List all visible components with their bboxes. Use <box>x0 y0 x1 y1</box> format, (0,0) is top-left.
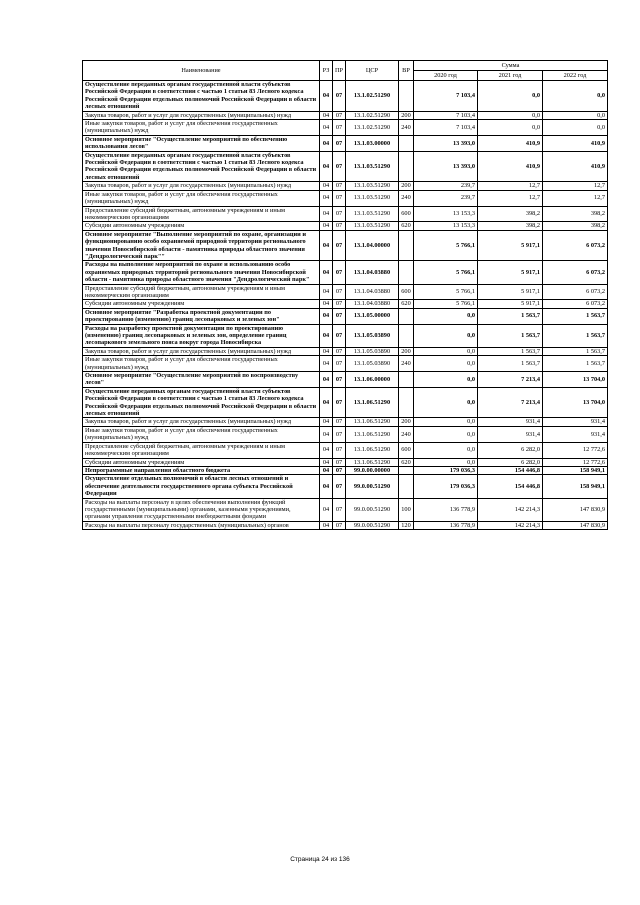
table-row <box>83 466 608 474</box>
table-row <box>83 284 608 300</box>
table-row <box>83 458 608 466</box>
cell-pr: 07 <box>333 521 346 529</box>
col-header-csr: ЦСР <box>346 61 399 81</box>
page-number: Страница 24 из 136 <box>290 856 350 863</box>
cell-2022: 1 563,7 <box>543 347 608 355</box>
cell-2020: 0,0 <box>414 442 478 458</box>
cell-rz: 04 <box>320 418 333 426</box>
cell-csr: 13.1.02.51290 <box>346 81 399 112</box>
cell-2020: 179 036,3 <box>414 475 478 498</box>
cell-rz: 04 <box>320 206 333 222</box>
cell-pr: 07 <box>333 466 346 474</box>
table-row <box>83 498 608 521</box>
cell-name: Закупка товаров, работ и услуг для государственных (муниципальных) нужд <box>83 418 320 426</box>
cell-2022: 931,4 <box>543 418 608 426</box>
cell-2020: 136 778,9 <box>414 521 478 529</box>
cell-csr: 13.1.06.51290 <box>346 442 399 458</box>
cell-rz: 04 <box>320 356 333 372</box>
cell-vr <box>399 135 414 151</box>
cell-2020: 5 766,1 <box>414 261 478 284</box>
cell-2021: 1 563,7 <box>478 308 543 324</box>
cell-pr: 07 <box>333 418 346 426</box>
cell-rz: 04 <box>320 182 333 190</box>
cell-2021: 154 446,8 <box>478 466 543 474</box>
cell-name: Осуществление переданных органам государственной власти субъектов Российской Федерации в соответствии с частью 1 статьи 83 Лесного кодекса Российской Федерации отдельных полномочий Российской Федерации в области лесных отношений <box>83 151 320 182</box>
cell-2020: 0,0 <box>414 426 478 442</box>
cell-pr: 07 <box>333 230 346 261</box>
cell-2020: 13 393,0 <box>414 135 478 151</box>
col-header-2021: 2021 год <box>478 71 543 81</box>
cell-rz: 04 <box>320 426 333 442</box>
cell-rz: 04 <box>320 347 333 355</box>
cell-2022: 1 563,7 <box>543 308 608 324</box>
cell-rz: 04 <box>320 81 333 112</box>
cell-name: Иные закупки товаров, работ и услуг для обеспечения государственных (муниципальных) нужд <box>83 356 320 372</box>
cell-2021: 6 282,0 <box>478 442 543 458</box>
cell-pr: 07 <box>333 498 346 521</box>
cell-2020: 5 766,1 <box>414 230 478 261</box>
cell-2021: 5 917,1 <box>478 261 543 284</box>
cell-vr: 240 <box>399 120 414 136</box>
cell-vr: 620 <box>399 458 414 466</box>
cell-pr: 07 <box>333 222 346 230</box>
cell-2021: 1 563,7 <box>478 324 543 347</box>
cell-rz: 04 <box>320 466 333 474</box>
cell-rz: 04 <box>320 521 333 529</box>
cell-2022: 398,2 <box>543 206 608 222</box>
cell-pr: 07 <box>333 190 346 206</box>
cell-vr <box>399 324 414 347</box>
cell-csr: 99.0.00.51290 <box>346 475 399 498</box>
cell-rz: 04 <box>320 372 333 388</box>
cell-pr: 07 <box>333 372 346 388</box>
cell-name: Расходы на выполнение мероприятий по охране и использованию особо охраняемых природных территорий регионального значения Новосибирской области - памятника природы областного значения "Дендрологический парк" <box>83 261 320 284</box>
cell-vr: 200 <box>399 111 414 119</box>
table-row <box>83 81 608 112</box>
cell-2021: 0,0 <box>478 120 543 136</box>
table-row <box>83 151 608 182</box>
col-header-vr: ВР <box>399 61 414 81</box>
cell-pr: 07 <box>333 111 346 119</box>
table-row <box>83 347 608 355</box>
cell-pr: 07 <box>333 120 346 136</box>
cell-vr <box>399 372 414 388</box>
cell-vr <box>399 466 414 474</box>
cell-2021: 7 213,4 <box>478 387 543 418</box>
cell-rz: 04 <box>320 442 333 458</box>
cell-2021: 5 917,1 <box>478 300 543 308</box>
cell-name: Субсидии автономным учреждениям <box>83 222 320 230</box>
cell-2022: 12 772,6 <box>543 442 608 458</box>
cell-2020: 7 103,4 <box>414 111 478 119</box>
cell-csr: 13.1.03.51290 <box>346 206 399 222</box>
cell-name: Закупка товаров, работ и услуг для государственных (муниципальных) нужд <box>83 182 320 190</box>
cell-2021: 7 213,4 <box>478 372 543 388</box>
table-row <box>83 182 608 190</box>
table-row <box>83 356 608 372</box>
cell-2022: 0,0 <box>543 120 608 136</box>
cell-2022: 410,9 <box>543 151 608 182</box>
cell-2022: 147 830,9 <box>543 521 608 529</box>
cell-vr: 240 <box>399 190 414 206</box>
col-header-sum: Сумма <box>414 61 608 71</box>
cell-pr: 07 <box>333 356 346 372</box>
cell-vr: 200 <box>399 182 414 190</box>
cell-2020: 239,7 <box>414 182 478 190</box>
cell-2020: 179 036,3 <box>414 466 478 474</box>
cell-rz: 04 <box>320 458 333 466</box>
cell-name: Осуществление переданных органам государственной власти субъектов Российской Федерации в соответствии с частью 1 статьи 83 Лесного кодекса Российской Федерации отдельных полномочий Российской Федерации в области лесных отношений <box>83 387 320 418</box>
cell-name: Предоставление субсидий бюджетным, автономным учреждениям и иным некоммерческим организациям <box>83 442 320 458</box>
cell-rz: 04 <box>320 120 333 136</box>
cell-2020: 7 103,4 <box>414 81 478 112</box>
table-row <box>83 300 608 308</box>
table-row <box>83 475 608 498</box>
table-row <box>83 324 608 347</box>
cell-name: Иные закупки товаров, работ и услуг для обеспечения государственных (муниципальных) нужд <box>83 190 320 206</box>
cell-csr: 13.1.04.03880 <box>346 284 399 300</box>
cell-name: Расходы на выплаты персоналу в целях обеспечения выполнения функций государственными (муниципальными) органами, казенными учреждениями, органами управления государственными внебюджетными фондами <box>83 498 320 521</box>
cell-2020: 0,0 <box>414 308 478 324</box>
cell-csr: 13.1.03.51290 <box>346 151 399 182</box>
budget-table <box>82 60 608 530</box>
cell-2020: 5 766,1 <box>414 284 478 300</box>
cell-name: Закупка товаров, работ и услуг для государственных (муниципальных) нужд <box>83 347 320 355</box>
cell-vr <box>399 81 414 112</box>
cell-2021: 410,9 <box>478 151 543 182</box>
cell-2022: 158 949,1 <box>543 466 608 474</box>
cell-2020: 13 393,0 <box>414 151 478 182</box>
cell-2020: 0,0 <box>414 418 478 426</box>
cell-name: Расходы на выплаты персоналу государственных (муниципальных) органов <box>83 521 320 529</box>
cell-rz: 04 <box>320 324 333 347</box>
table-row <box>83 261 608 284</box>
table-row <box>83 230 608 261</box>
cell-name: Основное мероприятие "Выполнение мероприятий по охране, организации и функционированию особо охраняемой природной территории регионального значения Новосибирской области - памятника природы областного значения "Дендрологический парк"" <box>83 230 320 261</box>
cell-2020: 0,0 <box>414 458 478 466</box>
table-row <box>83 222 608 230</box>
cell-rz: 04 <box>320 190 333 206</box>
cell-2020: 0,0 <box>414 387 478 418</box>
cell-vr <box>399 308 414 324</box>
cell-vr: 200 <box>399 347 414 355</box>
cell-csr: 13.1.05.03890 <box>346 347 399 355</box>
cell-csr: 13.1.05.00000 <box>346 308 399 324</box>
table-header-row <box>83 61 608 71</box>
cell-2022: 6 073,2 <box>543 284 608 300</box>
cell-pr: 07 <box>333 387 346 418</box>
cell-rz: 04 <box>320 475 333 498</box>
cell-pr: 07 <box>333 308 346 324</box>
table-row <box>83 442 608 458</box>
table-row <box>83 387 608 418</box>
cell-2022: 0,0 <box>543 81 608 112</box>
table-row <box>83 521 608 529</box>
cell-2020: 0,0 <box>414 372 478 388</box>
table-row <box>83 372 608 388</box>
cell-csr: 13.1.04.00000 <box>346 230 399 261</box>
cell-name: Иные закупки товаров, работ и услуг для обеспечения государственных (муниципальных) нужд <box>83 120 320 136</box>
col-header-pr: ПР <box>333 61 346 81</box>
cell-pr: 07 <box>333 284 346 300</box>
table-row <box>83 206 608 222</box>
cell-pr: 07 <box>333 151 346 182</box>
cell-name: Основное мероприятие "Разработка проектной документации по проектированию (изменению) границ лесопарковых и зеленых зон" <box>83 308 320 324</box>
cell-2020: 7 103,4 <box>414 120 478 136</box>
cell-vr <box>399 261 414 284</box>
col-header-2020: 2020 год <box>414 71 478 81</box>
cell-name: Субсидии автономным учреждениям <box>83 458 320 466</box>
cell-2022: 6 073,2 <box>543 230 608 261</box>
cell-2021: 0,0 <box>478 81 543 112</box>
table-body <box>83 81 608 530</box>
cell-pr: 07 <box>333 135 346 151</box>
cell-pr: 07 <box>333 426 346 442</box>
col-header-rz: РЗ <box>320 61 333 81</box>
cell-2020: 13 153,3 <box>414 206 478 222</box>
cell-vr <box>399 230 414 261</box>
cell-name: Субсидии автономным учреждениям <box>83 300 320 308</box>
cell-2022: 12,7 <box>543 182 608 190</box>
cell-2021: 410,9 <box>478 135 543 151</box>
cell-vr <box>399 387 414 418</box>
cell-2020: 0,0 <box>414 356 478 372</box>
cell-pr: 07 <box>333 300 346 308</box>
cell-2021: 931,4 <box>478 418 543 426</box>
cell-csr: 13.1.02.51290 <box>346 120 399 136</box>
cell-name: Осуществление отдельных полномочий в области лесных отношений и обеспечение деятельности государственного органа субъекта Российской Федерации <box>83 475 320 498</box>
cell-2021: 142 214,3 <box>478 498 543 521</box>
cell-2022: 398,2 <box>543 222 608 230</box>
cell-csr: 99.0.00.00000 <box>346 466 399 474</box>
cell-2021: 1 563,7 <box>478 356 543 372</box>
cell-name: Расходы на разработку проектной документации по проектированию (изменению) границ лесопарковых и зеленых зон, определение границ лесопаркового земельного пояса вокруг города Новосибирска <box>83 324 320 347</box>
cell-2022: 0,0 <box>543 111 608 119</box>
cell-rz: 04 <box>320 308 333 324</box>
table-row <box>83 418 608 426</box>
cell-2022: 13 704,0 <box>543 387 608 418</box>
cell-2020: 0,0 <box>414 324 478 347</box>
table-row <box>83 135 608 151</box>
cell-2021: 1 563,7 <box>478 347 543 355</box>
table-row <box>83 111 608 119</box>
cell-2022: 12 772,6 <box>543 458 608 466</box>
cell-name: Основное мероприятие "Осуществление мероприятий по обеспечению использования лесов" <box>83 135 320 151</box>
cell-vr: 100 <box>399 498 414 521</box>
cell-csr: 13.1.03.00000 <box>346 135 399 151</box>
cell-vr: 620 <box>399 222 414 230</box>
cell-2021: 142 214,3 <box>478 521 543 529</box>
cell-2021: 931,4 <box>478 426 543 442</box>
cell-vr: 620 <box>399 300 414 308</box>
cell-csr: 99.0.00.51290 <box>346 521 399 529</box>
cell-csr: 13.1.06.51290 <box>346 418 399 426</box>
cell-name: Иные закупки товаров, работ и услуг для обеспечения государственных (муниципальных) нужд <box>83 426 320 442</box>
cell-name: Основное мероприятие "Осуществление мероприятий по воспроизводству лесов" <box>83 372 320 388</box>
cell-csr: 13.1.06.51290 <box>346 387 399 418</box>
cell-pr: 07 <box>333 347 346 355</box>
cell-2022: 1 563,7 <box>543 324 608 347</box>
cell-csr: 13.1.06.51290 <box>346 458 399 466</box>
cell-2020: 5 766,1 <box>414 300 478 308</box>
cell-csr: 13.1.04.03880 <box>346 261 399 284</box>
cell-csr: 13.1.02.51290 <box>346 111 399 119</box>
cell-rz: 04 <box>320 300 333 308</box>
cell-2022: 1 563,7 <box>543 356 608 372</box>
cell-2020: 13 153,3 <box>414 222 478 230</box>
cell-vr: 240 <box>399 356 414 372</box>
cell-rz: 04 <box>320 498 333 521</box>
cell-2021: 12,7 <box>478 190 543 206</box>
cell-vr: 200 <box>399 418 414 426</box>
cell-pr: 07 <box>333 475 346 498</box>
cell-2020: 136 778,9 <box>414 498 478 521</box>
cell-name: Непрограммные направления областного бюджета <box>83 466 320 474</box>
cell-2021: 398,2 <box>478 206 543 222</box>
cell-2021: 5 917,1 <box>478 284 543 300</box>
cell-vr: 600 <box>399 284 414 300</box>
cell-name: Предоставление субсидий бюджетным, автономным учреждениям и иным некоммерческим организациям <box>83 284 320 300</box>
cell-rz: 04 <box>320 284 333 300</box>
cell-vr: 240 <box>399 426 414 442</box>
cell-rz: 04 <box>320 151 333 182</box>
cell-2021: 6 282,0 <box>478 458 543 466</box>
cell-rz: 04 <box>320 230 333 261</box>
cell-2021: 154 446,8 <box>478 475 543 498</box>
cell-name: Предоставление субсидий бюджетным, автономным учреждениям и иным некоммерческим организациям <box>83 206 320 222</box>
cell-rz: 04 <box>320 111 333 119</box>
cell-rz: 04 <box>320 261 333 284</box>
table-row <box>83 190 608 206</box>
cell-vr <box>399 475 414 498</box>
cell-2020: 0,0 <box>414 347 478 355</box>
cell-csr: 13.1.06.51290 <box>346 426 399 442</box>
cell-2022: 6 073,2 <box>543 261 608 284</box>
cell-2022: 158 949,1 <box>543 475 608 498</box>
cell-pr: 07 <box>333 324 346 347</box>
cell-csr: 13.1.03.51290 <box>346 182 399 190</box>
cell-rz: 04 <box>320 222 333 230</box>
cell-2021: 5 917,1 <box>478 230 543 261</box>
cell-name: Осуществление переданных органам государственной власти субъектов Российской Федерации в соответствии с частью 1 статьи 83 Лесного кодекса Российской Федерации отдельных полномочий Российской Федерации в области лесных отношений <box>83 81 320 112</box>
cell-csr: 13.1.06.00000 <box>346 372 399 388</box>
table-row <box>83 308 608 324</box>
cell-vr: 600 <box>399 442 414 458</box>
cell-name: Закупка товаров, работ и услуг для государственных (муниципальных) нужд <box>83 111 320 119</box>
cell-vr: 600 <box>399 206 414 222</box>
cell-pr: 07 <box>333 458 346 466</box>
cell-vr <box>399 151 414 182</box>
table-row <box>83 426 608 442</box>
cell-pr: 07 <box>333 442 346 458</box>
col-header-2022: 2022 год <box>543 71 608 81</box>
cell-2021: 0,0 <box>478 111 543 119</box>
cell-vr: 120 <box>399 521 414 529</box>
cell-2022: 13 704,0 <box>543 372 608 388</box>
cell-pr: 07 <box>333 182 346 190</box>
budget-table-page <box>82 60 607 530</box>
cell-2021: 12,7 <box>478 182 543 190</box>
cell-csr: 13.1.05.03890 <box>346 324 399 347</box>
cell-2021: 398,2 <box>478 222 543 230</box>
cell-pr: 07 <box>333 261 346 284</box>
cell-2022: 931,4 <box>543 426 608 442</box>
cell-csr: 13.1.03.51290 <box>346 190 399 206</box>
cell-2022: 410,9 <box>543 135 608 151</box>
cell-2022: 6 073,2 <box>543 300 608 308</box>
cell-2020: 239,7 <box>414 190 478 206</box>
cell-pr: 07 <box>333 81 346 112</box>
cell-csr: 13.1.05.03890 <box>346 356 399 372</box>
cell-2022: 12,7 <box>543 190 608 206</box>
cell-csr: 13.1.03.51290 <box>346 222 399 230</box>
cell-2022: 147 830,9 <box>543 498 608 521</box>
cell-csr: 99.0.00.51290 <box>346 498 399 521</box>
col-header-name: Наименование <box>83 61 320 81</box>
cell-csr: 13.1.04.03880 <box>346 300 399 308</box>
cell-pr: 07 <box>333 206 346 222</box>
table-row <box>83 120 608 136</box>
cell-rz: 04 <box>320 387 333 418</box>
cell-rz: 04 <box>320 135 333 151</box>
